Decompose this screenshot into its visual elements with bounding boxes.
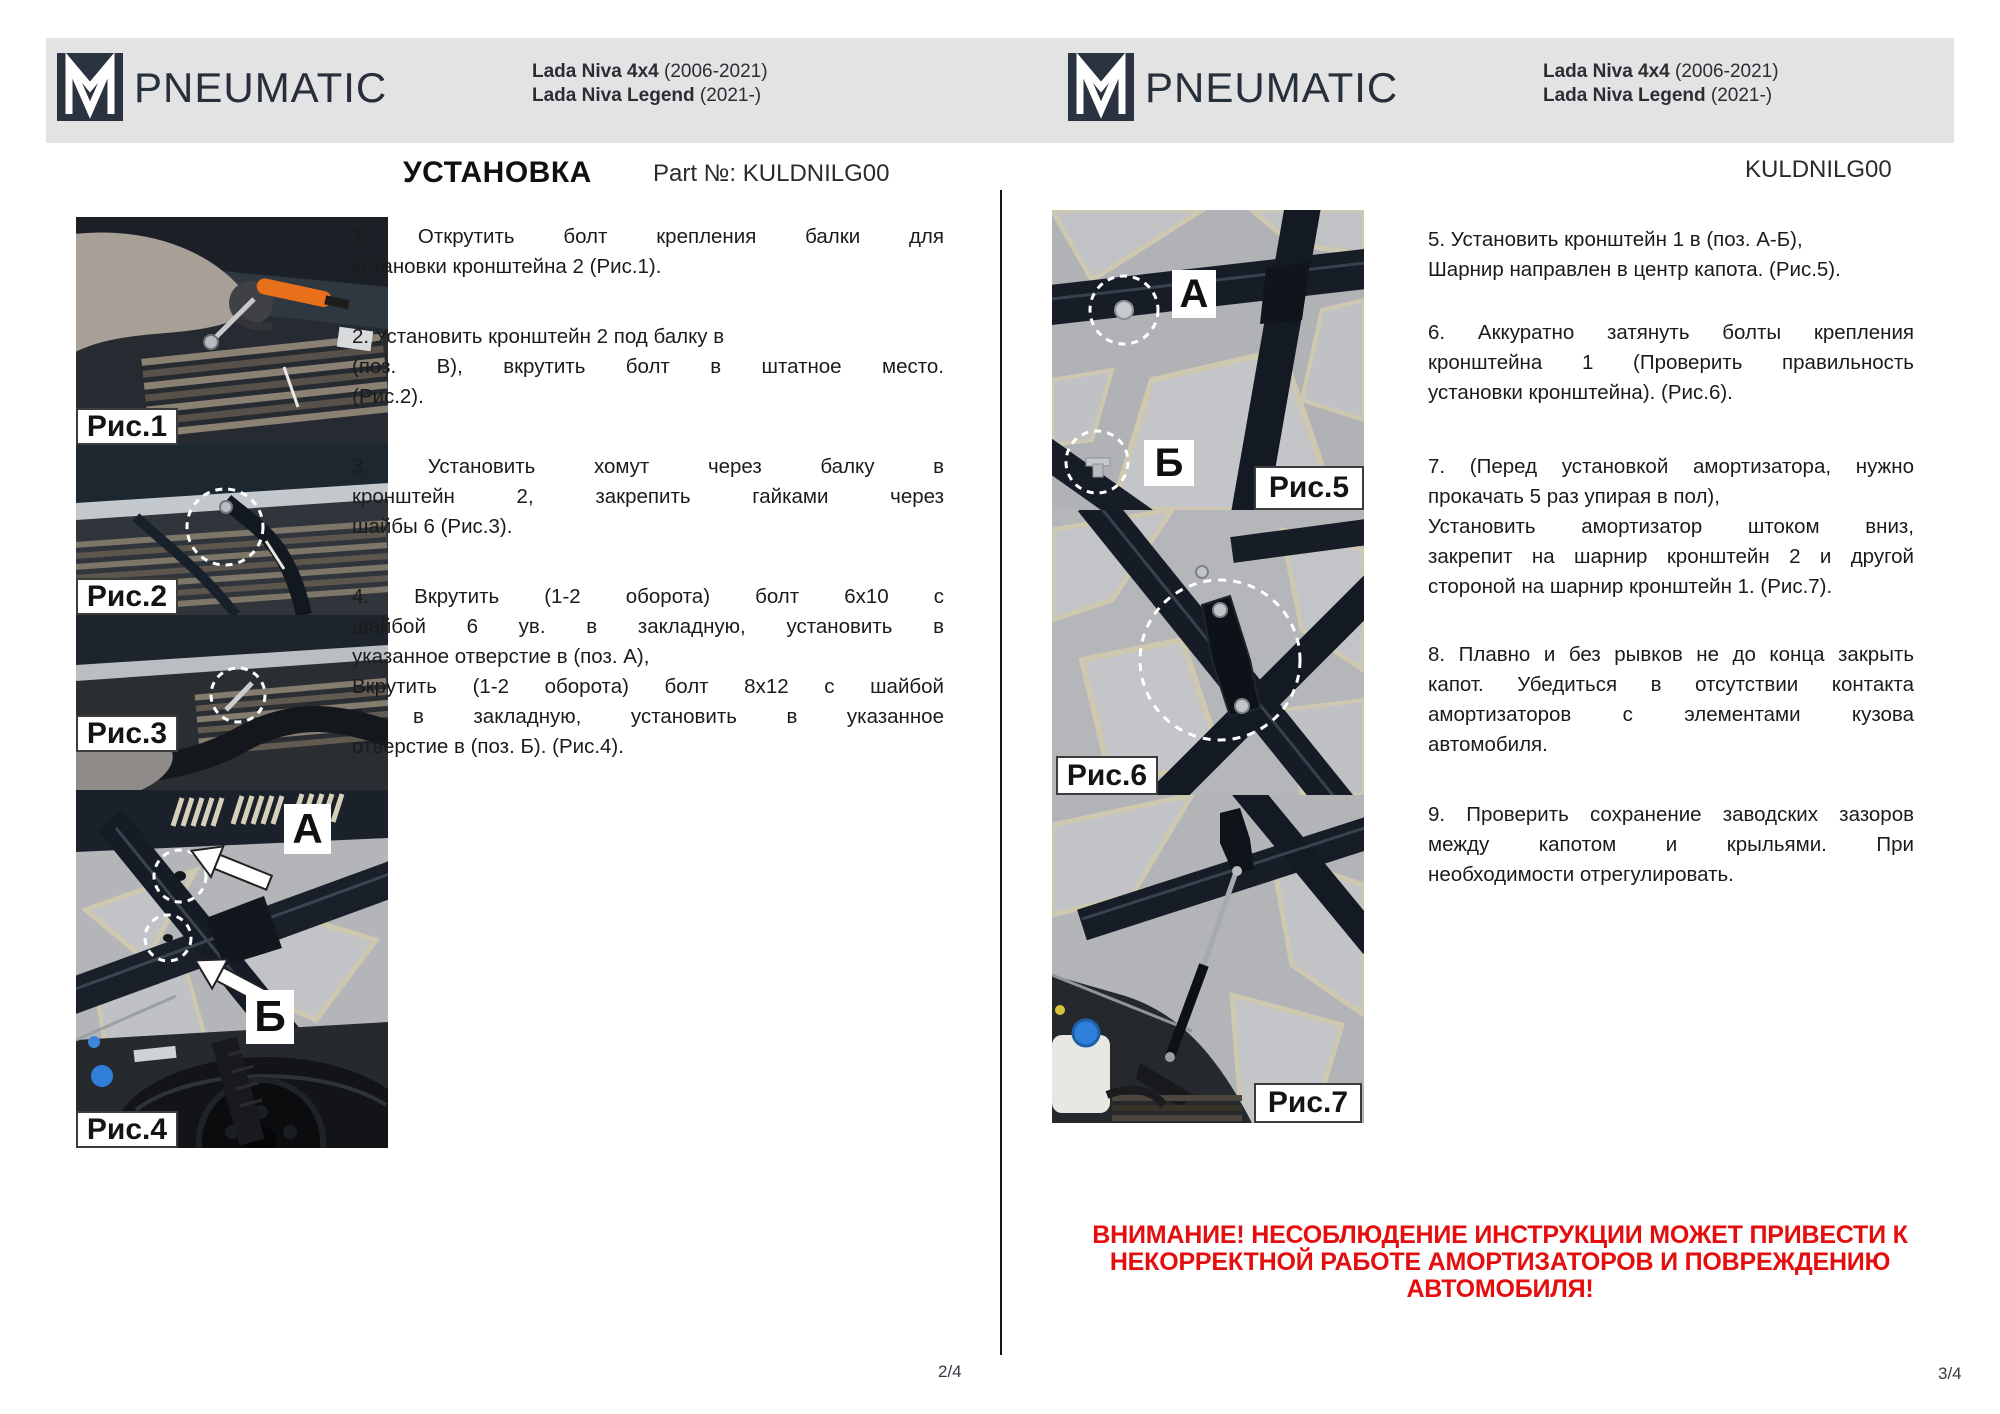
step-line: 6. Аккуратно затянуть болты крепления (1428, 321, 1914, 344)
step-5 (1428, 225, 1914, 285)
step-line: между капотом и крыльями. При (1428, 833, 1914, 856)
step-7 (1428, 452, 1914, 602)
step-line: Установить амортизатор штоком вниз, (1428, 515, 1914, 538)
figure-3-photo (76, 615, 388, 799)
clamp-bolt-illustration (76, 615, 388, 799)
step-line: Вкрутить (1-2 оборота) болт 8х12 с шайбой (352, 675, 944, 698)
model-line: Lada Niva Legend (2021-) (532, 85, 762, 106)
step-line: шайбы 6 (Рис.3). (352, 515, 513, 538)
page-divider (1000, 190, 1002, 1355)
warning-line: АВТОМОБИЛЯ! (1406, 1275, 1594, 1303)
figure-5-photo (1052, 210, 1364, 510)
position-a-marker: А (284, 804, 331, 854)
gas-strut-installed-illustration (1052, 795, 1364, 1123)
figure-label: Рис.6 (1056, 756, 1158, 795)
position-b-marker: Б (1144, 440, 1194, 486)
part-code: KULDNILG00 (1745, 156, 1892, 183)
warning-text (1060, 1222, 1940, 1303)
step-line: установки кронштейна 2 (Рис.1). (352, 255, 662, 278)
figure-label: Рис.4 (76, 1111, 178, 1148)
step-line: 4. Вкрутить (1-2 оборота) болт 6х10 с (352, 585, 944, 608)
step-line: указанное отверстие в (поз. А), (352, 645, 650, 668)
model-line: Lada Niva 4x4 (2006-2021) (532, 61, 768, 82)
step-line: автомобиля. (1428, 733, 1548, 756)
step-6 (1428, 318, 1914, 408)
step-1 (352, 222, 944, 282)
step-line: 1. Открутить болт крепления балки для (352, 225, 944, 248)
step-line: 5. Установить кронштейн 1 в (поз. А-Б), (1428, 228, 1803, 251)
header-band (46, 38, 1954, 143)
step-line: отверстие в (поз. Б). (Рис.4). (352, 735, 624, 758)
step-line: стороной на шарнир кронштейн 1. (Рис.7). (1428, 575, 1833, 598)
step-line: кронштейн 2, закрепить гайками через (352, 485, 944, 508)
warning-line: НЕКОРРЕКТНОЙ РАБОТЕ АМОРТИЗАТОРОВ И ПОВРЕЖДЕНИЮ (1109, 1248, 1891, 1276)
step-line: капот. Убедиться в отсутствии контакта (1428, 673, 1914, 696)
figure-4-photo (76, 790, 388, 1148)
step-line: 9. Проверить сохранение заводских зазоров (1428, 803, 1914, 826)
figure-label: Рис.5 (1254, 466, 1364, 510)
step-8 (1428, 640, 1914, 760)
step-9 (1428, 800, 1914, 890)
model-line: Lada Niva 4x4 (2006-2021) (1543, 61, 1779, 82)
figure-1-photo (76, 217, 388, 445)
figure-label: Рис.1 (76, 408, 178, 445)
hood-underside-holes-illustration (76, 790, 388, 1148)
figure-6-photo (1052, 510, 1364, 795)
position-a-marker: А (1172, 270, 1216, 318)
figure-2-photo (76, 445, 388, 615)
page-number-left: 2/4 (938, 1362, 962, 1381)
step-line: (Рис.2). (352, 385, 424, 408)
hood-frame-positions-illustration (1052, 210, 1364, 510)
model-line: Lada Niva Legend (2021-) (1543, 85, 1773, 106)
warning-line: ВНИМАНИЕ! НЕСОБЛЮДЕНИЕ ИНСТРУКЦИИ МОЖЕТ ПРИВЕСТИ К (1092, 1221, 1908, 1249)
step-2 (352, 322, 944, 412)
figure-7-photo (1052, 795, 1364, 1123)
step-line: кронштейна 1 (Проверить правильность (1428, 351, 1914, 374)
position-b-marker: Б (246, 990, 294, 1044)
step-line: амортизаторов с элементами кузова (1428, 703, 1914, 726)
step-line: закрепит на шарнир кронштейн 2 и другой (1428, 545, 1914, 568)
step-4 (352, 582, 944, 762)
page-title: УСТАНОВКА (403, 156, 592, 189)
step-line: необходимости отрегулировать. (1428, 863, 1734, 886)
bracket-installed-illustration (1052, 510, 1364, 795)
brand-wordmark: PNEUMATIC (134, 64, 388, 111)
figure-label: Рис.2 (76, 578, 178, 615)
pneumatic-logo-icon (1068, 53, 1134, 121)
step-line: Шарнир направлен в центр капота. (Рис.5). (1428, 258, 1841, 281)
step-line: прокачать 5 раз упирая в пол), (1428, 485, 1720, 508)
figure-label: Рис.3 (76, 715, 178, 752)
model-list (1543, 60, 1779, 108)
step-3 (352, 452, 944, 542)
figure-label: Рис.7 (1254, 1083, 1362, 1123)
part-number-label: Part №: KULDNILG00 (653, 160, 890, 187)
step-line: установки кронштейна). (Рис.6). (1428, 381, 1733, 404)
step-line: 3. Установить хомут через балку в (352, 455, 944, 478)
page-number-right: 3/4 (1938, 1364, 1962, 1383)
model-list (532, 60, 768, 108)
pneumatic-logo-icon (57, 53, 123, 121)
step-line: 8. Плавно и без рывков не до конца закрыть (1428, 643, 1914, 666)
step-line: (поз. В), вкрутить болт в штатное место. (352, 355, 944, 378)
brand-wordmark: PNEUMATIC (1145, 64, 1399, 111)
step-line: 2. Установить кронштейн 2 под балку в (352, 325, 725, 348)
step-line: 7. (Перед установкой амортизатора, нужно (1428, 455, 1914, 478)
step-line: шайбой 6 ув. в закладную, установить в (352, 615, 944, 638)
step-line: 8 в закладную, установить в указанное (352, 705, 944, 728)
